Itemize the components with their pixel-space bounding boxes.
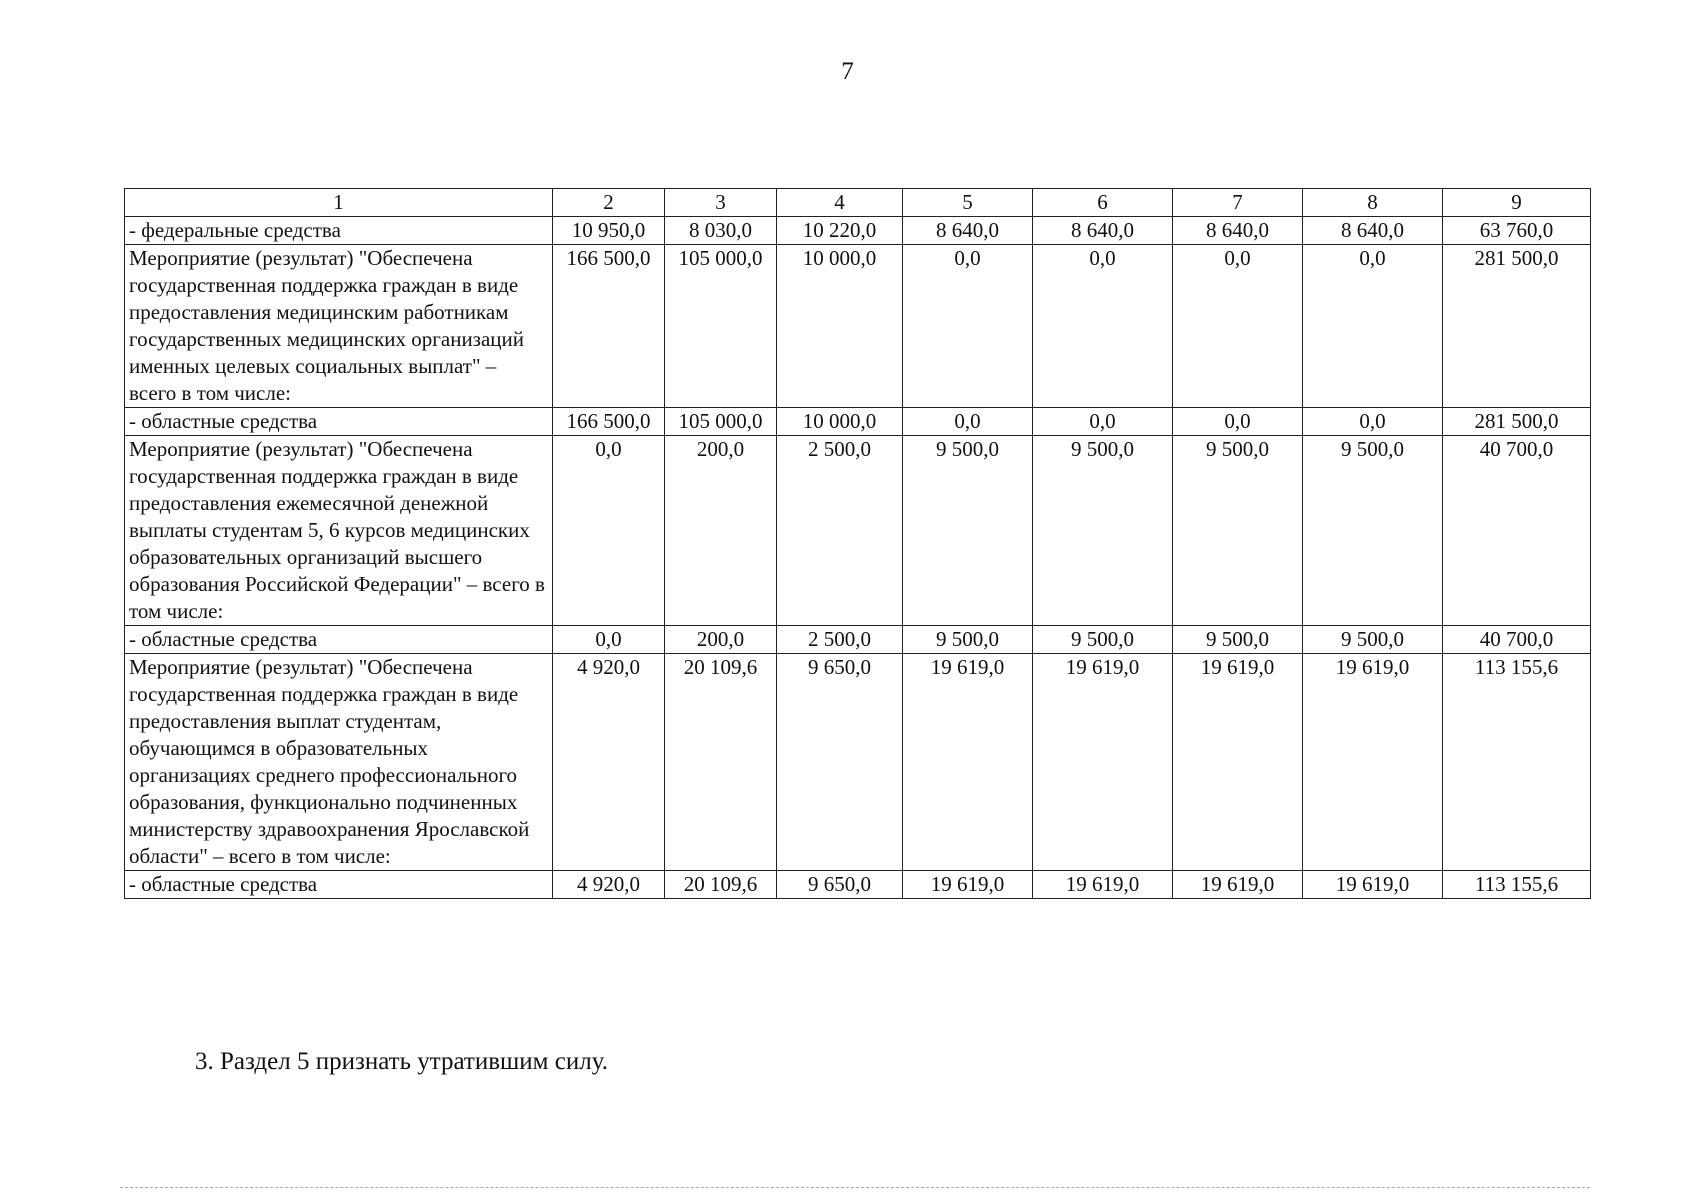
table-row <box>125 871 1591 899</box>
value-cell: 0,0 <box>903 408 1033 436</box>
value-cell: 19 619,0 <box>1303 871 1443 899</box>
value-cell: 8 640,0 <box>1173 217 1303 245</box>
value-cell: 9 500,0 <box>1303 436 1443 626</box>
value-cell: 19 619,0 <box>1173 654 1303 871</box>
value-cell: 8 640,0 <box>1033 217 1173 245</box>
value-cell: 40 700,0 <box>1443 436 1591 626</box>
value-cell: 9 500,0 <box>1303 626 1443 654</box>
value-cell: 0,0 <box>903 245 1033 408</box>
value-cell: 19 619,0 <box>1173 871 1303 899</box>
value-cell: 0,0 <box>553 626 665 654</box>
value-cell: 200,0 <box>665 436 777 626</box>
value-cell: 4 920,0 <box>553 654 665 871</box>
table-row <box>125 408 1591 436</box>
scan-artifact-line <box>120 1187 1590 1188</box>
value-cell: 0,0 <box>1033 408 1173 436</box>
value-cell: 19 619,0 <box>1303 654 1443 871</box>
value-cell: 2 500,0 <box>777 436 903 626</box>
value-cell: 10 000,0 <box>777 408 903 436</box>
table-body <box>125 189 1591 899</box>
value-cell: 0,0 <box>553 436 665 626</box>
value-cell: 40 700,0 <box>1443 626 1591 654</box>
value-cell: 113 155,6 <box>1443 654 1591 871</box>
value-cell: 10 950,0 <box>553 217 665 245</box>
table-row <box>125 436 1591 626</box>
value-cell: 166 500,0 <box>553 245 665 408</box>
value-cell: 2 500,0 <box>777 626 903 654</box>
value-cell: 9 500,0 <box>1173 626 1303 654</box>
value-cell: 0,0 <box>1033 245 1173 408</box>
value-cell: 9 500,0 <box>1173 436 1303 626</box>
header-cell-1: 1 <box>125 189 553 217</box>
value-cell: 8 640,0 <box>1303 217 1443 245</box>
table-row <box>125 217 1591 245</box>
row-label: - областные средства <box>125 871 553 899</box>
row-label: Мероприятие (результат) "Обеспечена государственная поддержка граждан в виде предоставления ежемесячной денежной выплаты студентам 5, 6 курсов медицинских образовательных организаций высшего образования Российской Федерации" – всего в том числе: <box>125 436 553 626</box>
value-cell: 9 500,0 <box>1033 626 1173 654</box>
value-cell: 166 500,0 <box>553 408 665 436</box>
value-cell: 19 619,0 <box>903 871 1033 899</box>
header-cell-4: 4 <box>777 189 903 217</box>
value-cell: 9 500,0 <box>1033 436 1173 626</box>
row-label: Мероприятие (результат) "Обеспечена государственная поддержка граждан в виде предоставления выплат студентам, обучающимся в образовательных организациях среднего профессионального образования, функционально подчиненных министерству здравоохранения Ярославской области" – всего в том числе: <box>125 654 553 871</box>
value-cell: 105 000,0 <box>665 408 777 436</box>
table-row <box>125 626 1591 654</box>
page-number: 7 <box>841 58 854 85</box>
footer-text: 3. Раздел 5 признать утратившим силу. <box>195 1048 608 1075</box>
value-cell: 9 500,0 <box>903 436 1033 626</box>
header-cell-3: 3 <box>665 189 777 217</box>
header-cell-7: 7 <box>1173 189 1303 217</box>
value-cell: 281 500,0 <box>1443 408 1591 436</box>
value-cell: 105 000,0 <box>665 245 777 408</box>
value-cell: 19 619,0 <box>903 654 1033 871</box>
row-label: - областные средства <box>125 408 553 436</box>
value-cell: 200,0 <box>665 626 777 654</box>
value-cell: 19 619,0 <box>1033 871 1173 899</box>
value-cell: 0,0 <box>1303 408 1443 436</box>
value-cell: 20 109,6 <box>665 654 777 871</box>
row-label: Мероприятие (результат) "Обеспечена государственная поддержка граждан в виде предоставления медицинским работникам государственных медицинских организаций именных целевых социальных выплат" – всего в том числе: <box>125 245 553 408</box>
value-cell: 10 000,0 <box>777 245 903 408</box>
value-cell: 20 109,6 <box>665 871 777 899</box>
value-cell: 19 619,0 <box>1033 654 1173 871</box>
budget-table <box>124 188 1591 899</box>
value-cell: 9 650,0 <box>777 654 903 871</box>
value-cell: 281 500,0 <box>1443 245 1591 408</box>
row-label: - областные средства <box>125 626 553 654</box>
value-cell: 0,0 <box>1173 245 1303 408</box>
value-cell: 4 920,0 <box>553 871 665 899</box>
value-cell: 10 220,0 <box>777 217 903 245</box>
header-cell-9: 9 <box>1443 189 1591 217</box>
header-row <box>125 189 1591 217</box>
header-cell-6: 6 <box>1033 189 1173 217</box>
value-cell: 9 650,0 <box>777 871 903 899</box>
table-row <box>125 654 1591 871</box>
header-cell-5: 5 <box>903 189 1033 217</box>
value-cell: 8 640,0 <box>903 217 1033 245</box>
header-cell-8: 8 <box>1303 189 1443 217</box>
value-cell: 9 500,0 <box>903 626 1033 654</box>
row-label: - федеральные средства <box>125 217 553 245</box>
value-cell: 0,0 <box>1303 245 1443 408</box>
value-cell: 8 030,0 <box>665 217 777 245</box>
table-row <box>125 245 1591 408</box>
value-cell: 63 760,0 <box>1443 217 1591 245</box>
value-cell: 113 155,6 <box>1443 871 1591 899</box>
value-cell: 0,0 <box>1173 408 1303 436</box>
header-cell-2: 2 <box>553 189 665 217</box>
